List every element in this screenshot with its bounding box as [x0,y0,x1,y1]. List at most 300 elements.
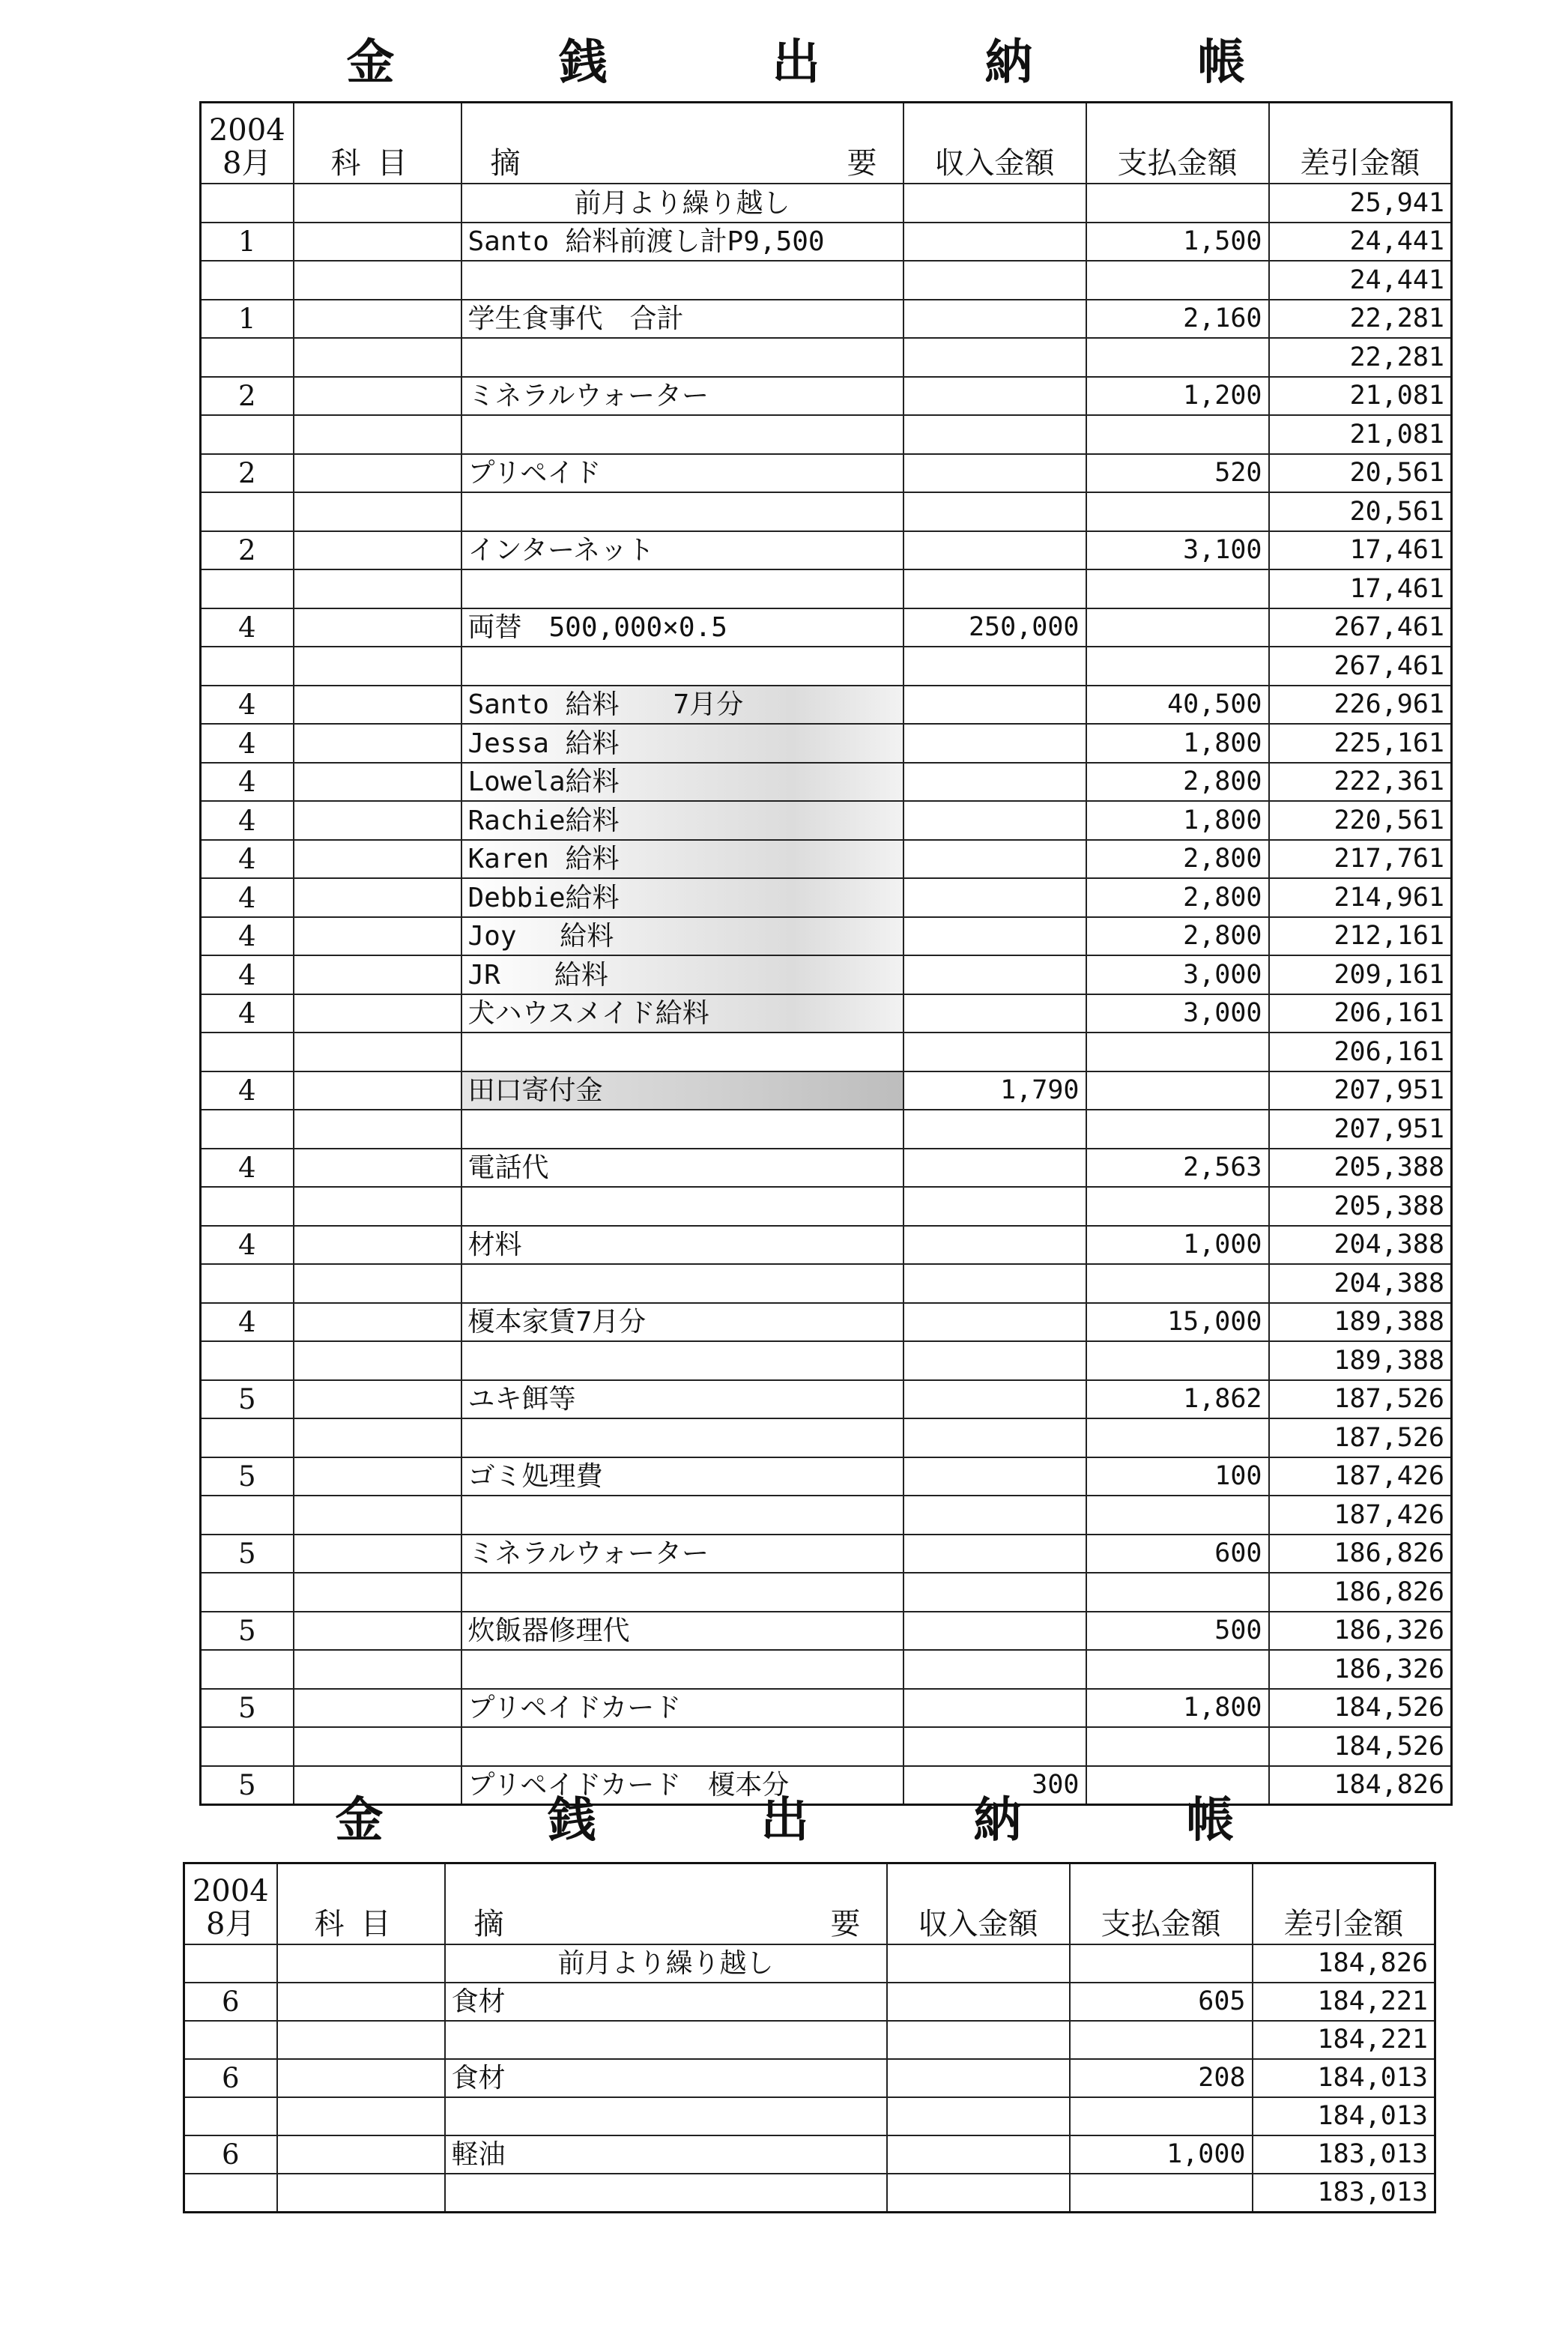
row-payment: 15,000 [1086,1303,1269,1342]
row-payment [1086,1341,1269,1380]
row-balance: 187,526 [1269,1418,1452,1457]
row-subject [277,1944,445,1983]
row-date: 1 [201,223,294,261]
row-date: 5 [201,1457,294,1496]
header-month: 8月 [206,1907,255,1941]
header-payment: 支払金額 [1070,1863,1253,1945]
row-balance: 24,441 [1269,223,1452,261]
row-balance: 212,161 [1269,917,1452,956]
row-income [903,1612,1086,1651]
row-subject [294,1650,461,1689]
row-date [184,2174,277,2213]
row-balance: 225,161 [1269,724,1452,763]
row-description: プリペイドカード [461,1689,903,1728]
row-description [461,1264,903,1303]
row-date [201,1341,294,1380]
row-description: Rachie給料 [461,801,903,840]
row-payment [1086,608,1269,647]
row-description: 電話代 [461,1149,903,1188]
row-balance: 22,281 [1269,338,1452,377]
row-description [461,415,903,454]
row-balance: 20,561 [1269,492,1452,531]
header-month: 8月 [223,146,272,181]
row-income [903,1573,1086,1612]
row-balance: 220,561 [1269,801,1452,840]
row-subject [294,608,461,647]
row-payment [1086,1573,1269,1612]
ledger-row [201,1612,1452,1651]
ledger-row [184,2174,1435,2213]
row-subject [294,1071,461,1110]
row-balance: 214,961 [1269,878,1452,917]
row-date [201,261,294,300]
row-date [201,492,294,531]
row-description [461,1187,903,1226]
row-payment [1086,1496,1269,1535]
row-income [903,338,1086,377]
ledger-row [201,1573,1452,1612]
row-date: 4 [201,1149,294,1188]
row-income [887,1983,1070,2021]
row-payment [1086,647,1269,686]
row-description [461,1110,903,1149]
row-subject [294,454,461,493]
row-description: 材料 [461,1226,903,1265]
row-income [903,1033,1086,1071]
row-date: 1 [201,300,294,339]
row-subject [294,878,461,917]
ledger-row [201,492,1452,531]
row-subject [294,840,461,879]
row-subject [294,955,461,994]
row-subject [294,801,461,840]
row-date: 5 [201,1766,294,1805]
row-income [903,1457,1086,1496]
row-date: 4 [201,724,294,763]
row-description: インターネット [461,531,903,570]
row-description: 犬ハウスメイド給料 [461,994,903,1033]
ledger-row [201,531,1452,570]
row-description [461,492,903,531]
row-income [903,531,1086,570]
row-income [903,840,1086,879]
row-income [903,994,1086,1033]
row-payment [1086,415,1269,454]
row-income [887,1944,1070,1983]
row-balance: 186,826 [1269,1573,1452,1612]
row-date: 4 [201,840,294,879]
ledger-row [201,1187,1452,1226]
row-income [903,454,1086,493]
row-payment [1086,184,1269,223]
row-payment: 1,862 [1086,1380,1269,1419]
row-income [887,2135,1070,2174]
row-balance: 205,388 [1269,1187,1452,1226]
ledger-row [201,1071,1452,1110]
row-date [201,647,294,686]
row-subject [294,686,461,725]
ledger-row [201,1496,1452,1535]
row-description: ゴミ処理費 [461,1457,903,1496]
row-subject [294,1535,461,1573]
row-payment [1086,1071,1269,1110]
row-balance: 207,951 [1269,1110,1452,1149]
header-balance: 差引金額 [1253,1863,1435,1945]
row-payment: 100 [1086,1457,1269,1496]
row-description [461,261,903,300]
row-description: プリペイドカード 榎本分 [461,1766,903,1805]
row-subject [294,724,461,763]
ledger-row [201,647,1452,686]
row-description: Santo 給料 7月分 [461,686,903,725]
row-income [903,801,1086,840]
row-description: JR 給料 [461,955,903,994]
row-description [461,1650,903,1689]
row-date [201,569,294,608]
row-subject [294,1380,461,1419]
row-subject [294,1457,461,1496]
row-payment [1086,1110,1269,1149]
row-description: プリペイド [461,454,903,493]
row-balance: 21,081 [1269,415,1452,454]
row-payment: 40,500 [1086,686,1269,725]
row-balance: 186,326 [1269,1612,1452,1651]
row-balance: 207,951 [1269,1071,1452,1110]
ledger-row [201,955,1452,994]
row-payment: 2,160 [1086,300,1269,339]
row-income [887,2059,1070,2097]
row-balance: 186,326 [1269,1650,1452,1689]
row-subject [277,2135,445,2174]
row-description: ミネラルウォーター [461,377,903,416]
row-date: 4 [201,917,294,956]
row-description [445,2021,887,2059]
row-income [903,955,1086,994]
row-description [461,1033,903,1071]
ledger-row [201,184,1452,223]
row-subject [294,647,461,686]
ledger-row [201,1457,1452,1496]
ledger-row [201,1418,1452,1457]
row-date: 4 [201,878,294,917]
row-payment: 605 [1070,1983,1253,2021]
header-subject: 科目 [294,103,461,184]
row-date: 4 [201,955,294,994]
row-balance: 189,388 [1269,1303,1452,1342]
ledger-row [201,1303,1452,1342]
row-subject [294,261,461,300]
row-payment [1086,1187,1269,1226]
row-date: 5 [201,1689,294,1728]
row-income [903,1110,1086,1149]
row-income [903,724,1086,763]
ledger-row [184,2021,1435,2059]
row-payment [1086,1264,1269,1303]
row-income [903,1264,1086,1303]
row-date: 4 [201,763,294,802]
row-description: 軽油 [445,2135,887,2174]
row-income [903,1149,1086,1188]
row-balance: 20,561 [1269,454,1452,493]
row-subject [277,2097,445,2135]
row-payment [1086,1650,1269,1689]
row-subject [277,2021,445,2059]
cash-ledger-table-2 [183,1862,1436,2213]
row-description: 田口寄付金 [461,1071,903,1110]
ledger-row [184,2059,1435,2097]
row-date [184,2097,277,2135]
row-description [461,1496,903,1535]
row-date: 5 [201,1535,294,1573]
row-description: 前月より繰り越し [461,184,903,223]
ledger-title: 金 銭 出 納 帳 [346,35,1304,91]
row-balance: 24,441 [1269,261,1452,300]
row-balance: 204,388 [1269,1226,1452,1265]
row-payment: 2,563 [1086,1149,1269,1188]
ledger-row [184,1983,1435,2021]
ledger-row [201,415,1452,454]
ledger-row [184,1944,1435,1983]
ledger-row [201,878,1452,917]
ledger-row [201,223,1452,261]
ledger-row [201,1110,1452,1149]
row-income [903,415,1086,454]
row-payment: 1,800 [1086,1689,1269,1728]
row-balance: 184,826 [1269,1766,1452,1805]
row-income [903,1380,1086,1419]
row-balance: 189,388 [1269,1341,1452,1380]
row-payment: 1,200 [1086,377,1269,416]
row-description: 榎本家賃7月分 [461,1303,903,1342]
row-subject [294,300,461,339]
row-balance: 205,388 [1269,1149,1452,1188]
row-subject [294,1727,461,1766]
row-income [887,2021,1070,2059]
row-date [201,415,294,454]
row-balance: 184,826 [1253,1944,1435,1983]
row-payment [1070,2174,1253,2213]
ledger-row [201,1033,1452,1071]
row-income [903,763,1086,802]
row-date [201,1727,294,1766]
row-payment: 1,000 [1070,2135,1253,2174]
header-row [201,103,1452,184]
header-desc-left: 摘 [473,1907,504,1941]
row-date: 2 [201,454,294,493]
header-payment: 支払金額 [1086,103,1269,184]
row-payment [1070,2021,1253,2059]
ledger-row [201,1380,1452,1419]
ledger-row [201,917,1452,956]
row-income [903,878,1086,917]
row-balance: 184,013 [1253,2097,1435,2135]
row-date: 5 [201,1612,294,1651]
header-description [445,1863,887,1945]
row-date [201,184,294,223]
row-income [903,1689,1086,1728]
row-income [903,1727,1086,1766]
row-subject [294,1689,461,1728]
row-subject [277,1983,445,2021]
row-date: 4 [201,994,294,1033]
row-date [201,1418,294,1457]
row-subject [294,1033,461,1071]
row-subject [294,1496,461,1535]
row-description: 学生食事代 合計 [461,300,903,339]
row-balance: 267,461 [1269,647,1452,686]
header-income: 収入金額 [903,103,1086,184]
row-subject [294,184,461,223]
row-date [201,338,294,377]
row-date: 6 [184,1983,277,2021]
ledger-row [201,724,1452,763]
row-subject [294,415,461,454]
row-date: 6 [184,2059,277,2097]
row-subject [294,338,461,377]
row-subject [294,1226,461,1265]
row-description: Santo 給料前渡し計P9,500 [461,223,903,261]
row-subject [277,2059,445,2097]
row-date: 2 [201,377,294,416]
row-balance: 184,526 [1269,1727,1452,1766]
row-income [903,1535,1086,1573]
row-payment: 500 [1086,1612,1269,1651]
ledger-row [201,1689,1452,1728]
row-balance: 183,013 [1253,2135,1435,2174]
header-desc-left: 摘 [490,146,521,181]
cash-ledger-table [199,101,1453,1806]
row-balance: 184,221 [1253,2021,1435,2059]
row-description: Lowela給料 [461,763,903,802]
row-date [201,1573,294,1612]
row-description: 食材 [445,1983,887,2021]
row-date: 6 [184,2135,277,2174]
row-subject [277,2174,445,2213]
row-subject [294,569,461,608]
row-subject [294,1264,461,1303]
row-payment: 600 [1086,1535,1269,1573]
row-payment: 1,000 [1086,1226,1269,1265]
row-payment: 1,800 [1086,801,1269,840]
header-description [461,103,903,184]
ledger-row [201,338,1452,377]
row-balance: 209,161 [1269,955,1452,994]
row-income [903,492,1086,531]
row-balance: 184,526 [1269,1689,1452,1728]
row-subject [294,994,461,1033]
ledger-row [201,300,1452,339]
row-date [201,1496,294,1535]
row-income: 300 [903,1766,1086,1805]
row-description: 両替 500,000×0.5 [461,608,903,647]
ledger-row [201,840,1452,879]
row-date: 4 [201,1071,294,1110]
row-date: 4 [201,608,294,647]
header-income: 収入金額 [887,1863,1070,1945]
row-subject [294,1341,461,1380]
header-year: 2004 [208,113,285,148]
header-date [201,103,294,184]
row-description: 食材 [445,2059,887,2097]
row-payment: 520 [1086,454,1269,493]
row-subject [294,492,461,531]
ledger-row [201,1264,1452,1303]
row-payment: 2,800 [1086,763,1269,802]
row-payment: 1,500 [1086,223,1269,261]
row-balance: 187,426 [1269,1457,1452,1496]
row-description: Debbie給料 [461,878,903,917]
row-income [903,1418,1086,1457]
row-payment: 2,800 [1086,917,1269,956]
row-balance: 226,961 [1269,686,1452,725]
row-income [903,569,1086,608]
row-income [903,377,1086,416]
row-payment [1070,1944,1253,1983]
header-year: 2004 [192,1874,269,1908]
row-balance: 222,361 [1269,763,1452,802]
ledger-row [184,2135,1435,2174]
row-income [903,1341,1086,1380]
row-balance: 204,388 [1269,1264,1452,1303]
row-description [461,647,903,686]
row-subject [294,763,461,802]
row-subject [294,1612,461,1651]
row-balance: 17,461 [1269,569,1452,608]
row-description [461,1573,903,1612]
row-description: Joy 給料 [461,917,903,956]
row-description: ミネラルウォーター [461,1535,903,1573]
row-income: 1,790 [903,1071,1086,1110]
row-date: 2 [201,531,294,570]
row-date: 4 [201,801,294,840]
row-income [903,261,1086,300]
row-subject [294,377,461,416]
row-subject [294,531,461,570]
ledger-row [201,1650,1452,1689]
ledger-row [201,1149,1452,1188]
row-subject [294,1187,461,1226]
row-subject [294,1573,461,1612]
header-balance: 差引金額 [1269,103,1452,184]
ledger-row [201,1727,1452,1766]
row-payment: 208 [1070,2059,1253,2097]
ledger-row [201,994,1452,1033]
row-description: ユキ餌等 [461,1380,903,1419]
row-description: Jessa 給料 [461,724,903,763]
row-income: 250,000 [903,608,1086,647]
row-date [201,1187,294,1226]
ledger-row [201,569,1452,608]
row-income [903,184,1086,223]
row-date [184,1944,277,1983]
row-balance: 25,941 [1269,184,1452,223]
row-date: 4 [201,1226,294,1265]
row-balance: 184,013 [1253,2059,1435,2097]
row-description [461,338,903,377]
row-balance: 206,161 [1269,1033,1452,1071]
row-payment: 3,000 [1086,955,1269,994]
row-payment [1070,2097,1253,2135]
row-payment [1086,569,1269,608]
row-balance: 217,761 [1269,840,1452,879]
ledger-row [201,608,1452,647]
ledger-row [184,2097,1435,2135]
row-payment: 2,800 [1086,840,1269,879]
row-subject [294,1303,461,1342]
row-payment [1086,1033,1269,1071]
row-payment: 1,800 [1086,724,1269,763]
row-subject [294,917,461,956]
